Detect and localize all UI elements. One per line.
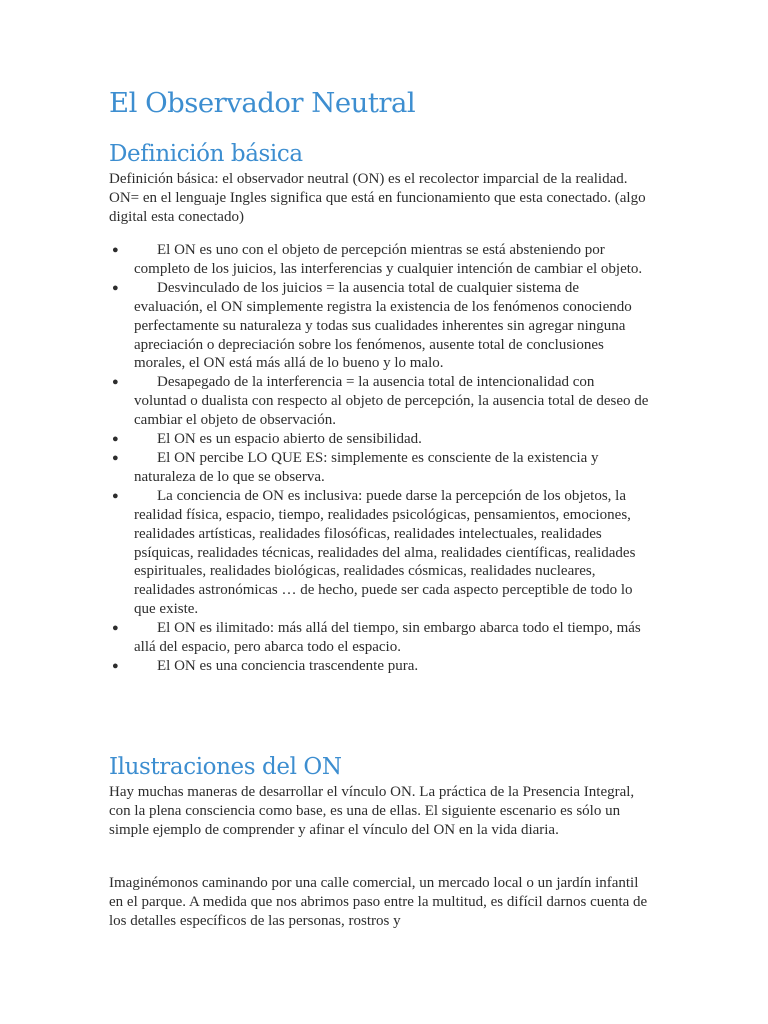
section-heading-ilustraciones: Ilustraciones del ON <box>109 754 342 780</box>
list-item-text: Desvinculado de los juicios = la ausencia total de cualquier sistema de evaluación, el ON simplemente registra la existencia de los fenómenos conociendo perfectamente su naturaleza y todas sus cualidades inherentes sin agregar ninguna apreciación o depreciación sobre los fenómenos, ausente total de conclusiones morales, el ON está más allá de lo bueno y lo malo. <box>134 279 632 372</box>
list-item-text: Desapegado de la interferencia = la ausencia total de intencionalidad con voluntad o dualista con respecto al objeto de percepción, la ausencia total de deseo de cambiar el objeto de observación. <box>134 374 649 429</box>
list-item <box>109 241 649 279</box>
list-item <box>109 449 649 487</box>
list-item-text: El ON es un espacio abierto de sensibilidad. <box>157 431 422 448</box>
illustrations-paragraph-2: Imaginémonos caminando por una calle comercial, un mercado local o un jardín infantil en el parque. A medida que nos abrimos paso entre la multitud, es difícil darnos cuenta de los detalles específicos de las personas, rostros y <box>109 875 648 929</box>
list-item-text: El ON es ilimitado: más allá del tiempo, sin embargo abarca todo el tiempo, más allá del espacio, pero abarca todo el espacio. <box>134 620 641 656</box>
list-item <box>109 373 649 430</box>
section-heading-definicion: Definición básica <box>109 141 303 167</box>
illustrations-paragraph-1: Hay muchas maneras de desarrollar el vínculo ON. La práctica de la Presencia Integral, con la plena consciencia como base, es una de ellas. El siguiente escenario es sólo un simple ejemplo de comprender y afinar el vínculo del ON en la vida diaria. <box>109 784 635 838</box>
bullet-icon: ● <box>112 376 119 389</box>
bullet-icon: ● <box>112 281 119 294</box>
list-item-text: El ON es una conciencia trascendente pura. <box>157 657 419 674</box>
definition-paragraph: Definición básica: el observador neutral (ON) es el recolector imparcial de la realidad. ON= en el lenguaje Ingles significa que está en funcionamiento que esta conectado. (algo digital esta conectado) <box>109 171 646 225</box>
list-item-text: El ON percibe LO QUE ES: simplemente es consciente de la existencia y naturaleza de lo que se observa. <box>134 449 599 485</box>
bullet-icon: ● <box>112 433 119 446</box>
bullet-icon: ● <box>112 451 119 464</box>
list-item-text: El ON es uno con el objeto de percepción mientras se está absteniendo por completo de los juicios, las interferencias y cualquier intención de cambiar el objeto. <box>134 242 643 277</box>
list-item <box>109 657 649 676</box>
bullet-icon: ● <box>112 622 119 635</box>
bullet-icon: ● <box>112 489 119 502</box>
bullet-icon: ● <box>112 659 119 672</box>
document-title: El Observador Neutral <box>109 87 416 119</box>
list-item-text: La conciencia de ON es inclusiva: puede darse la percepción de los objetos, la realidad física, espacio, tiempo, realidades psicológicas, pensamientos, emociones, realidades artísticas, realidades filosóficas, realidades intelectuales, realidades psíquicas, realidades técnicas, realidades del alma, realidades científicas, realidades espirituales, realidades biológicas, realidades cósmicas, realidades nucleares, realidades astronómicas … de hecho, puede ser cada aspecto perceptible de todo lo que existe. <box>134 487 636 618</box>
bullet-icon: ● <box>112 244 119 256</box>
list-item <box>109 619 649 657</box>
list-item <box>109 430 649 449</box>
list-item <box>109 279 649 374</box>
bullet-list <box>109 241 649 676</box>
list-item <box>109 487 649 619</box>
